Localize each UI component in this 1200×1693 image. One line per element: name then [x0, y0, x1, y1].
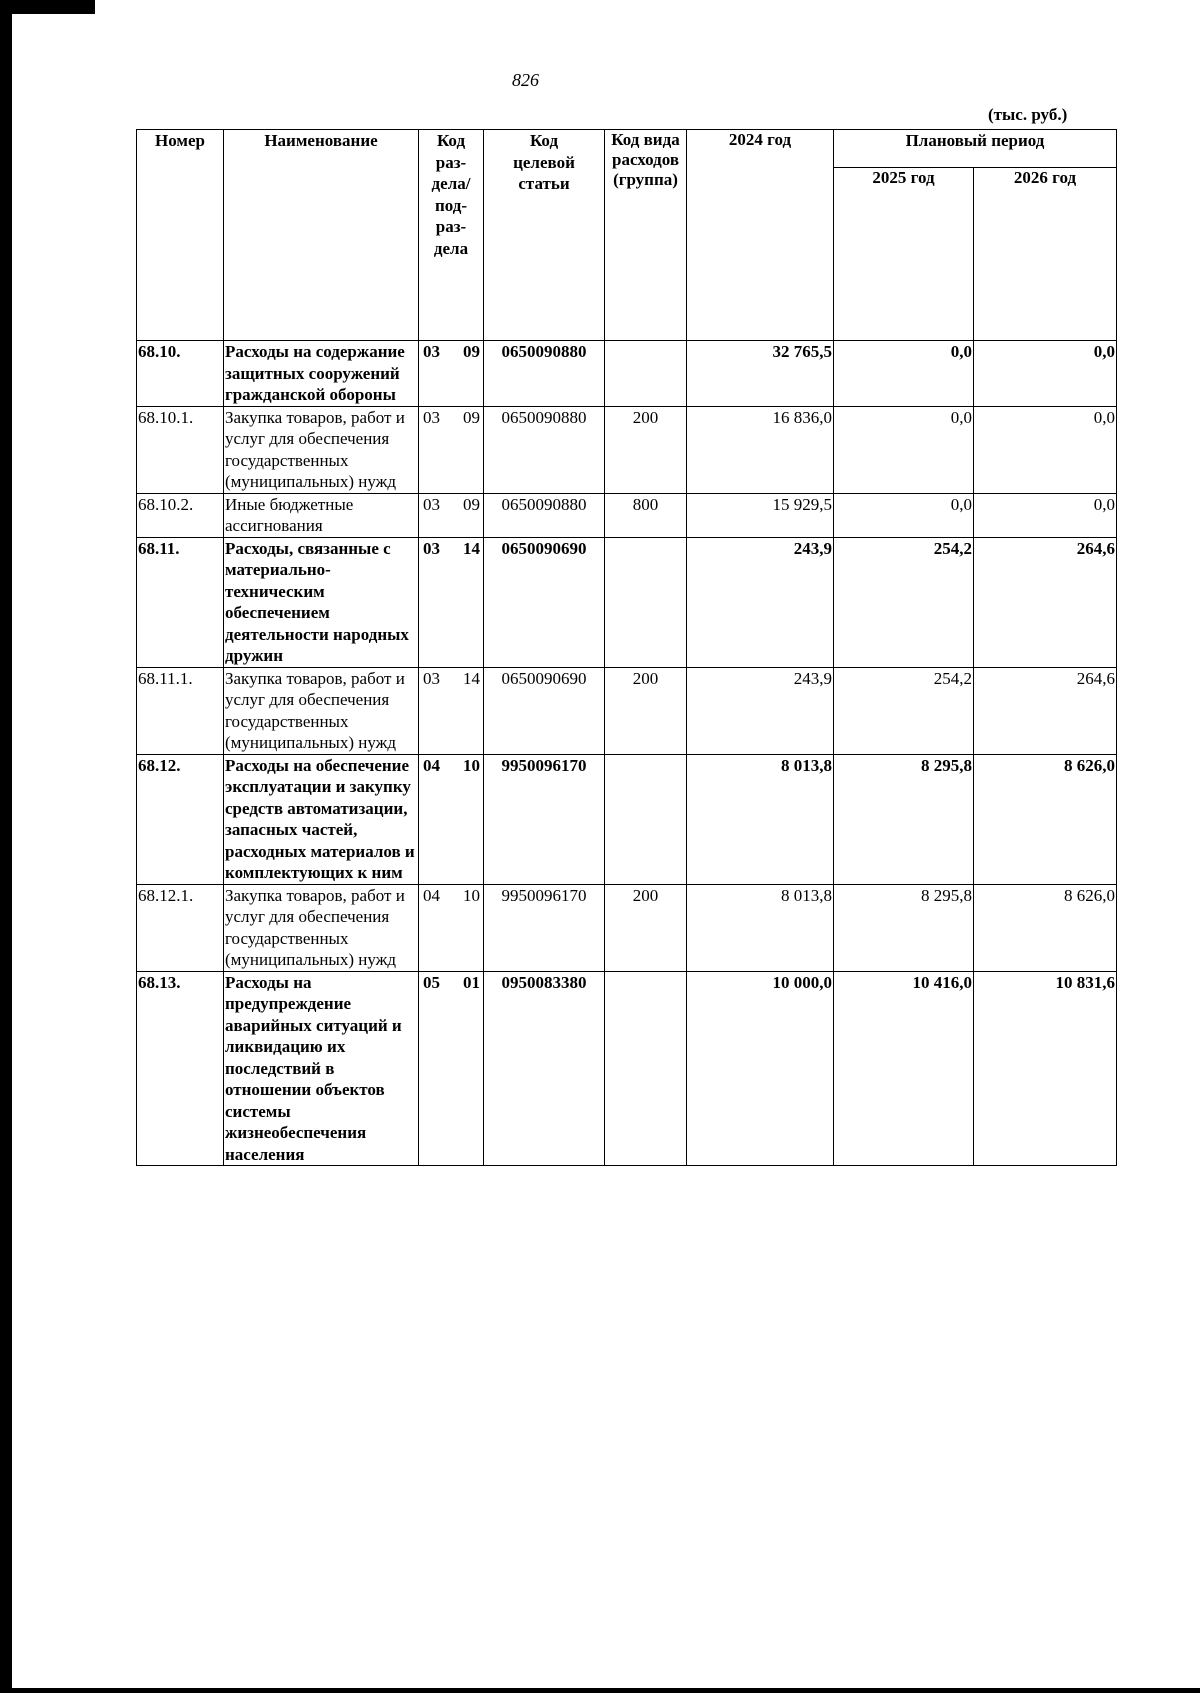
row-2026: 0,0: [974, 493, 1117, 537]
row-2026: 0,0: [974, 406, 1117, 493]
header-number: Номер: [137, 130, 224, 341]
table-row: [137, 667, 1117, 754]
row-name: Расходы на обеспечение эксплуатации и закупку средств автоматизации, запасных частей, расходных материалов и комплектующих к ним: [224, 754, 419, 884]
row-number: 68.11.: [137, 537, 224, 667]
row-section-code: [419, 341, 484, 407]
row-section-code: [419, 406, 484, 493]
row-2026: 8 626,0: [974, 884, 1117, 971]
row-number: 68.13.: [137, 971, 224, 1166]
section-code: 05: [423, 972, 440, 992]
subsection-code: 10: [463, 885, 480, 905]
row-2024: 16 836,0: [687, 406, 834, 493]
subsection-code: 09: [463, 494, 480, 514]
section-code: 03: [423, 538, 440, 558]
row-target-code: 0950083380: [484, 971, 605, 1166]
header-2026: 2026 год: [974, 168, 1117, 341]
header-target-code: Код целевой статьи: [484, 130, 605, 341]
section-code: 03: [423, 668, 440, 688]
row-section-code: [419, 971, 484, 1166]
row-number: 68.12.: [137, 754, 224, 884]
row-target-code: 0650090880: [484, 493, 605, 537]
row-2025: 0,0: [834, 406, 974, 493]
row-name: Расходы, связанные с материально-техническим обеспечением деятельности народных дружин: [224, 537, 419, 667]
row-expense-type: [605, 341, 687, 407]
scan-edge-top: [0, 0, 95, 14]
row-number: 68.12.1.: [137, 884, 224, 971]
row-2026: 264,6: [974, 667, 1117, 754]
row-expense-type: 800: [605, 493, 687, 537]
row-2024: 8 013,8: [687, 754, 834, 884]
row-2025: 254,2: [834, 667, 974, 754]
row-section-code: [419, 754, 484, 884]
row-name: Расходы на содержание защитных сооружений гражданской обороны: [224, 341, 419, 407]
section-code: 04: [423, 885, 440, 905]
row-section-code: [419, 537, 484, 667]
row-2024: 243,9: [687, 537, 834, 667]
header-2024: 2024 год: [687, 130, 834, 341]
row-number: 68.10.: [137, 341, 224, 407]
row-section-code: [419, 884, 484, 971]
section-code: 03: [423, 407, 440, 427]
row-2024: 15 929,5: [687, 493, 834, 537]
row-2025: 0,0: [834, 493, 974, 537]
row-2024: 32 765,5: [687, 341, 834, 407]
row-expense-type: 200: [605, 406, 687, 493]
header-name: Наименование: [224, 130, 419, 341]
row-number: 68.10.1.: [137, 406, 224, 493]
row-target-code: 0650090880: [484, 341, 605, 407]
row-number: 68.11.1.: [137, 667, 224, 754]
table-row: [137, 406, 1117, 493]
row-number: 68.10.2.: [137, 493, 224, 537]
subsection-code: 01: [463, 972, 480, 992]
row-target-code: 9950096170: [484, 754, 605, 884]
row-expense-type: 200: [605, 667, 687, 754]
table-body: [137, 341, 1117, 1166]
row-2026: 264,6: [974, 537, 1117, 667]
row-name: Закупка товаров, работ и услуг для обеспечения государственных (муниципальных) нужд: [224, 406, 419, 493]
subsection-code: 09: [463, 342, 480, 361]
row-2024: 8 013,8: [687, 884, 834, 971]
row-expense-type: 200: [605, 884, 687, 971]
section-code: 03: [423, 494, 440, 514]
row-name: Закупка товаров, работ и услуг для обеспечения государственных (муниципальных) нужд: [224, 667, 419, 754]
row-2026: 10 831,6: [974, 971, 1117, 1166]
table-row: [137, 341, 1117, 407]
scan-edge-left: [0, 0, 12, 1693]
header-expense-type-code: Код вида расходов (группа): [605, 130, 687, 341]
row-2025: 254,2: [834, 537, 974, 667]
row-2025: 10 416,0: [834, 971, 974, 1166]
table-row: [137, 971, 1117, 1166]
row-expense-type: [605, 971, 687, 1166]
table-row: [137, 493, 1117, 537]
row-name: Расходы на предупреждение аварийных ситуаций и ликвидацию их последствий в отношении объектов системы жизнеобеспечения населения: [224, 971, 419, 1166]
row-2025: 8 295,8: [834, 884, 974, 971]
row-expense-type: [605, 537, 687, 667]
row-name: Закупка товаров, работ и услуг для обеспечения государственных (муниципальных) нужд: [224, 884, 419, 971]
row-target-code: 0650090690: [484, 667, 605, 754]
row-2025: 0,0: [834, 341, 974, 407]
row-name: Иные бюджетные ассигнования: [224, 493, 419, 537]
section-code: 03: [423, 342, 440, 361]
row-2025: 8 295,8: [834, 754, 974, 884]
subsection-code: 14: [463, 668, 480, 688]
row-2026: 8 626,0: [974, 754, 1117, 884]
subsection-code: 09: [463, 407, 480, 427]
row-target-code: 0650090880: [484, 406, 605, 493]
page-number: 826: [512, 70, 539, 90]
row-target-code: 9950096170: [484, 884, 605, 971]
header-section-code: Код раз-дела/ под-раз-дела: [419, 130, 484, 341]
table-row: [137, 754, 1117, 884]
row-2024: 243,9: [687, 667, 834, 754]
table-row: [137, 884, 1117, 971]
header-2025: 2025 год: [834, 168, 974, 341]
subsection-code: 10: [463, 755, 480, 775]
subsection-code: 14: [463, 538, 480, 558]
row-section-code: [419, 493, 484, 537]
row-expense-type: [605, 754, 687, 884]
header-plan-period: Плановый период: [834, 130, 1117, 168]
units-label: (тыс. руб.): [988, 105, 1068, 124]
scan-edge-bottom: [0, 1688, 1200, 1693]
row-section-code: [419, 667, 484, 754]
table-row: [137, 537, 1117, 667]
row-2026: 0,0: [974, 341, 1117, 407]
row-target-code: 0650090690: [484, 537, 605, 667]
budget-table: [136, 129, 1117, 1166]
section-code: 04: [423, 755, 440, 775]
row-2024: 10 000,0: [687, 971, 834, 1166]
